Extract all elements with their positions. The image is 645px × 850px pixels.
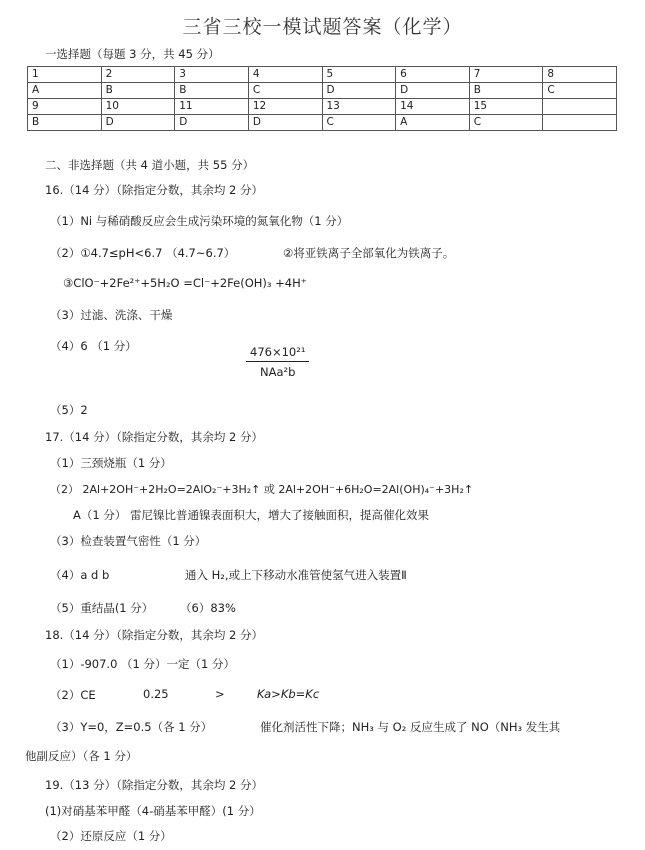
density-fraction bbox=[246, 345, 309, 379]
table-cell: C bbox=[322, 115, 396, 131]
table-cell: 15 bbox=[469, 99, 543, 115]
table-cell: 4 bbox=[248, 67, 322, 83]
q17-part2: （2） 2Al+2OH⁻+2H₂O=2AlO₂⁻+3H₂↑ 或 2Al+2OH⁻+6H₂O=2Al(OH)₄⁻+3H₂↑ bbox=[50, 483, 474, 496]
q18-part1: （1）-907.0 （1 分）一定（1 分） bbox=[50, 657, 235, 671]
q18-part2-c: > bbox=[215, 687, 225, 701]
q17-part6: （6）83% bbox=[180, 601, 236, 615]
table-cell: A bbox=[396, 115, 470, 131]
table-cell: D bbox=[175, 115, 249, 131]
q16-part2-a: （2）①4.7≤pH<6.7 （4.7~6.7） bbox=[50, 246, 236, 260]
table-cell: 3 bbox=[175, 67, 249, 83]
table-cell: 10 bbox=[101, 99, 175, 115]
q16-heading: 16.（14 分）（除指定分数，其余均 2 分） bbox=[45, 183, 263, 197]
table-row bbox=[28, 83, 617, 99]
table-cell: D bbox=[396, 83, 470, 99]
fraction-numerator: 476×10²¹ bbox=[246, 345, 309, 362]
q17-part3: （3）检查装置气密性（1 分） bbox=[50, 534, 207, 548]
q16-part3: （3）过滤、洗涤、干燥 bbox=[50, 308, 173, 322]
q16-part2-b: ②将亚铁离子全部氧化为铁离子。 bbox=[283, 246, 455, 260]
q16-part1: （1）Ni 与稀硝酸反应会生成污染环境的氮氧化物（1 分） bbox=[50, 214, 349, 228]
q19-part1: (1)对硝基苯甲醛（4-硝基苯甲醛）(1 分） bbox=[45, 804, 261, 818]
table-row bbox=[28, 67, 617, 83]
q18-part3-b: 催化剂活性下降；NH₃ 与 O₂ 反应生成了 NO（NH₃ 发生其 bbox=[260, 720, 561, 734]
q18-part3-a: （3）Y=0，Z=0.5（各 1 分） bbox=[50, 720, 213, 734]
q18-part2-b: 0.25 bbox=[143, 687, 169, 701]
q17-part1: （1）三颈烧瓶（1 分） bbox=[50, 456, 172, 470]
table-row bbox=[28, 99, 617, 115]
q19-heading: 19.（13 分）（除指定分数，其余均 2 分） bbox=[45, 778, 263, 792]
q16-equation: ③ClO⁻+2Fe²⁺+5H₂O =Cl⁻+2Fe(OH)₃ +4H⁺ bbox=[63, 276, 307, 290]
q17-part4-a: （4）a d b bbox=[50, 568, 110, 582]
q18-part3-cont: 他副反应）（各 1 分） bbox=[25, 749, 138, 763]
q17-part4-b: 通入 H₂,或上下移动水准管使氢气进入装置Ⅱ bbox=[185, 568, 407, 582]
q17-part5: （5）重结晶(1 分） bbox=[50, 601, 154, 615]
table-row bbox=[28, 115, 617, 131]
table-cell: 8 bbox=[543, 67, 617, 83]
table-cell: D bbox=[322, 83, 396, 99]
q19-part2: （2）还原反应（1 分） bbox=[50, 829, 172, 843]
section-choice-heading: 一选择题（每题 3 分，共 45 分） bbox=[45, 47, 220, 61]
q16-part5: （5）2 bbox=[50, 403, 88, 417]
table-cell: 12 bbox=[248, 99, 322, 115]
table-cell: A bbox=[28, 83, 102, 99]
q18-heading: 18.（14 分）（除指定分数，其余均 2 分） bbox=[45, 628, 263, 642]
table-cell: C bbox=[248, 83, 322, 99]
table-cell: 2 bbox=[101, 67, 175, 83]
q16-part4: （4）6 （1 分） bbox=[50, 339, 137, 353]
table-cell: 7 bbox=[469, 67, 543, 83]
table-cell bbox=[543, 115, 617, 131]
table-cell: D bbox=[101, 115, 175, 131]
table-cell bbox=[543, 99, 617, 115]
table-cell: 11 bbox=[175, 99, 249, 115]
q17-heading: 17.（14 分）（除指定分数，其余均 2 分） bbox=[45, 430, 263, 444]
table-cell: D bbox=[248, 115, 322, 131]
table-cell: B bbox=[28, 115, 102, 131]
table-cell: C bbox=[543, 83, 617, 99]
table-cell: 1 bbox=[28, 67, 102, 83]
q18-part2-a: （2）CE bbox=[50, 688, 96, 702]
section-nonchoice-heading: 二、非选择题（共 4 道小题，共 55 分） bbox=[45, 158, 255, 172]
q18-part2-d: Ka>Kb=Kc bbox=[257, 687, 320, 701]
table-cell: B bbox=[101, 83, 175, 99]
table-cell: 5 bbox=[322, 67, 396, 83]
table-cell: 6 bbox=[396, 67, 470, 83]
table-cell: B bbox=[175, 83, 249, 99]
table-cell: 9 bbox=[28, 99, 102, 115]
page-title: 三省三校一模试题答案（化学） bbox=[182, 16, 463, 38]
table-cell: 14 bbox=[396, 99, 470, 115]
q17-part2-explain: A（1 分） 雷尼镍比普通镍表面积大，增大了接触面积，提高催化效果 bbox=[73, 508, 429, 522]
answer-table bbox=[27, 66, 617, 131]
table-cell: C bbox=[469, 115, 543, 131]
table-cell: B bbox=[469, 83, 543, 99]
fraction-denominator: NAa²b bbox=[260, 365, 296, 379]
table-cell: 13 bbox=[322, 99, 396, 115]
